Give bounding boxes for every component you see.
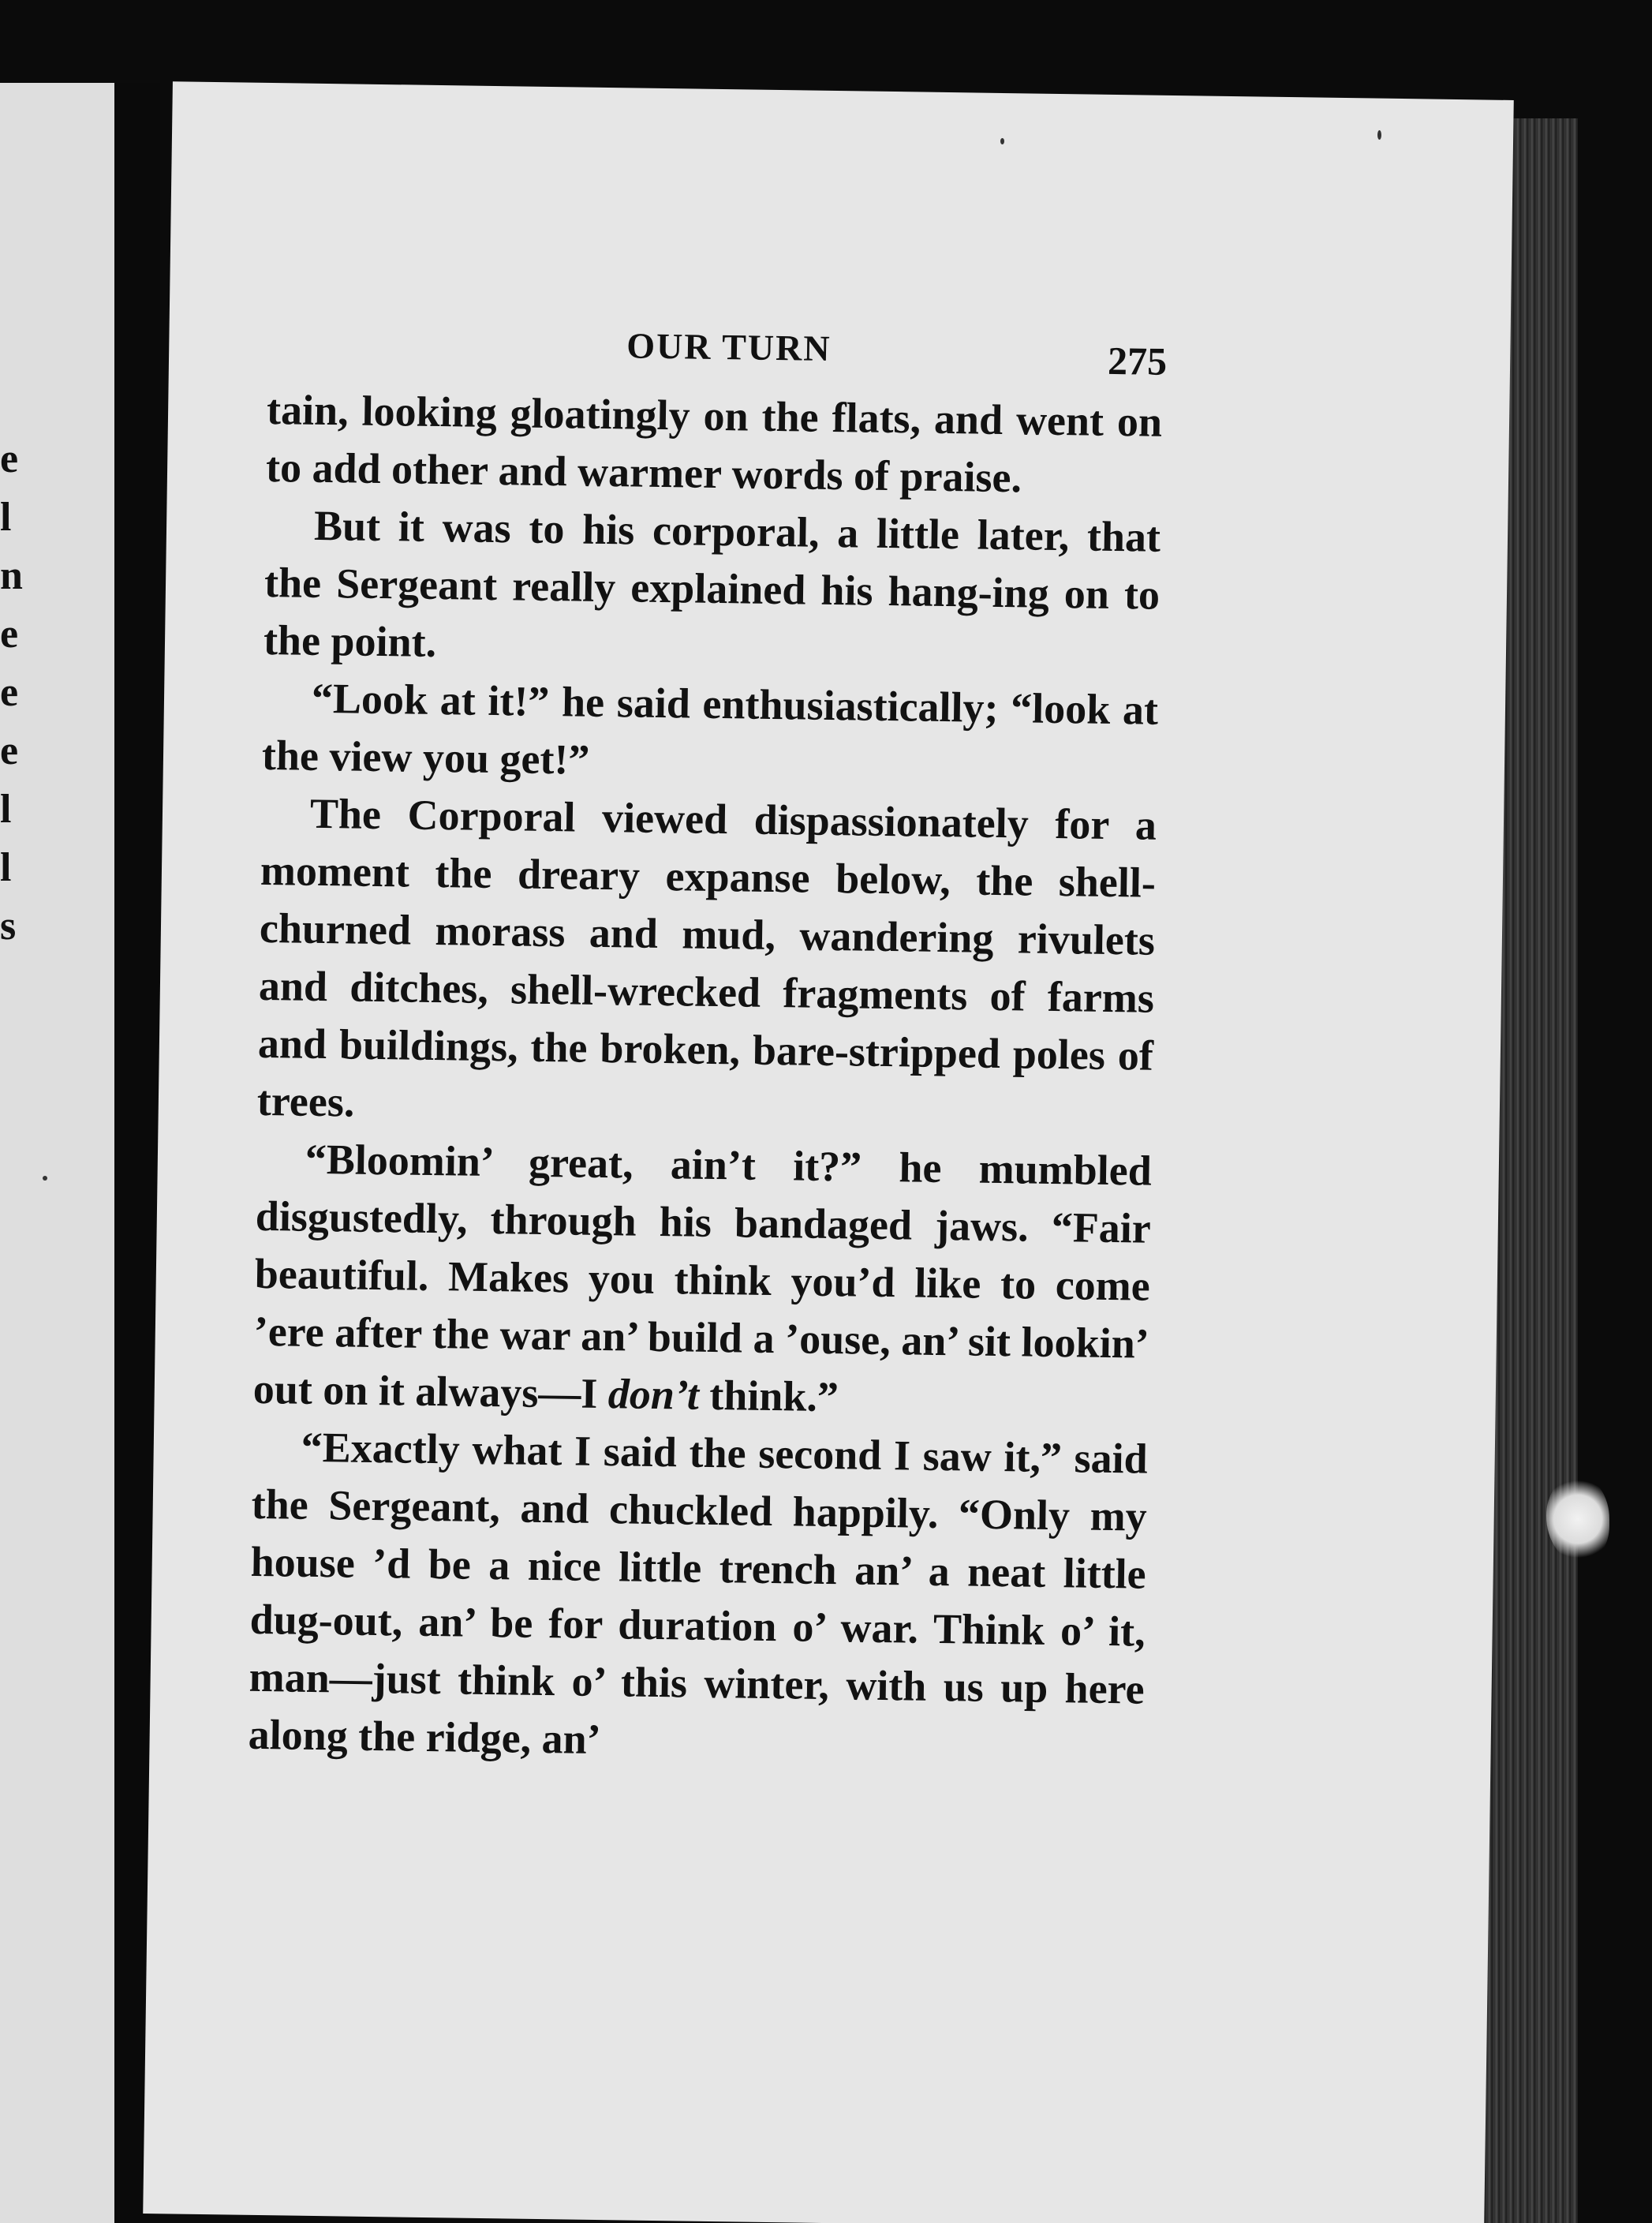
fragment: s <box>0 904 17 949</box>
paragraph <box>252 1130 1152 1431</box>
emphasized-word: don’t <box>607 1370 700 1419</box>
book-page <box>143 81 1514 2223</box>
fragment: e <box>0 670 19 715</box>
paragraph: The Corporal viewed dispassionately for a moment the dreary expanse below, the shell-churned morass and mud, wandering rivulets and ditches, shell-wrecked fragments of farms and buildings, the broken, bare-stripped poles of trees. <box>256 789 1157 1126</box>
dust-speck <box>43 1176 47 1181</box>
fragment: e <box>0 612 19 657</box>
page-number: 275 <box>1107 338 1168 384</box>
paragraph: “Look at it!” he said enthusiastically; “look at the view you get!” <box>261 674 1159 784</box>
fragment: e <box>0 436 19 481</box>
fragment: l <box>0 495 12 540</box>
fragment: e <box>0 728 19 773</box>
running-head: OUR TURN <box>626 325 832 369</box>
paragraph: “Exactly what I said the second I saw it,” said the Sergeant, and chuckled happily. “Only my house ’d be a nice little trench an’ a neat little dug-out, an’ be for duration o’ war. Think o’ it, man—just think o’ this winter, with us up here along the ridge, an’ <box>248 1423 1149 1764</box>
body-text <box>248 381 1162 1776</box>
fragment: l <box>0 787 12 832</box>
paragraph-text: “Bloomin’ great, ain’t it?” he mumbled disgustedly, through his bandaged jaws. “Fair beautiful. Makes you think you’d like to come ’ere after the war an’ build a ’ouse, an’ sit lookin’ out on it always—I <box>252 1135 1153 1418</box>
facing-page-text-fragments <box>0 430 32 956</box>
paragraph: But it was to his corporal, a little later, that the Sergeant really explained his hang-ing on to the point. <box>263 501 1161 666</box>
fragment: l <box>0 845 12 890</box>
dust-speck <box>1000 138 1004 144</box>
paragraph-text: think.” <box>698 1371 839 1421</box>
dust-speck <box>1377 130 1381 140</box>
fragment: n <box>0 553 23 598</box>
paragraph: tain, looking gloatingly on the flats, and went on to add other and warmer words of praise. <box>265 385 1163 502</box>
